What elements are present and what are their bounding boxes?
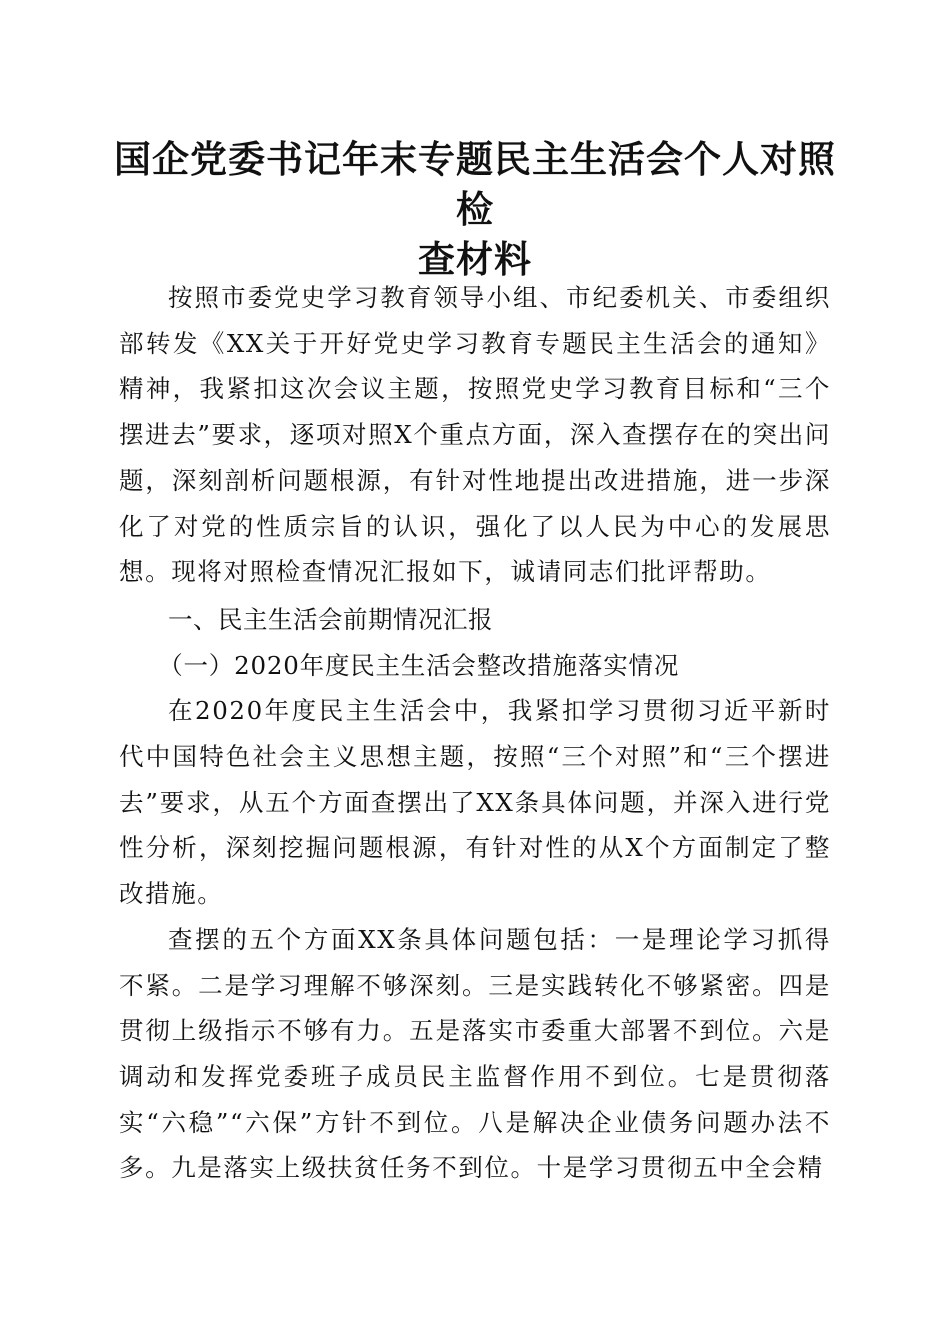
body-paragraph-2: 在2020年度民主生活会中，我紧扣学习贯彻习近平新时代中国特色社会主义思想主题，按照“三个对照”和“三个摆进去”要求，从五个方面查摆出了XX条具体问题，并深入进行党性分析，深刻挖掘问题根源，有针对性的从X个方面制定了整改措施。 (119, 696, 831, 909)
section-heading: 一、民主生活会前期情况汇报 (168, 604, 493, 634)
intro-paragraph: 按照市委党史学习教育领导小组、市纪委机关、市委组织部转发《XX关于开好党史学习教育专题民主生活会的通知》精神，我紧扣这次会议主题，按照党史学习教育目标和“三个摆进去”要求，逐项对照X个重点方面，深入查摆存在的突出问题，深刻剖析问题根源，有针对性地提出改进措施，进一步深化了对党的性质宗旨的认识，强化了以人民为中心的发展思想。现将对照检查情况汇报如下，诚请同志们批评帮助。 (119, 283, 831, 587)
document-body (119, 275, 831, 1191)
title-line-1: 国企党委书记年末专题民主生活会个人对照检 (114, 137, 836, 231)
document-title (100, 134, 850, 284)
body-paragraph-3: 查摆的五个方面XX条具体问题包括：一是理论学习抓得不紧。二是学习理解不够深刻。三是实践转化不够紧密。四是贯彻上级指示不够有力。五是落实市委重大部署不到位。六是调动和发挥党委班子成员民主监督作用不到位。七是贯彻落实“六稳”“六保”方针不到位。八是解决企业债务问题办法不多。九是落实上级扶贫任务不到位。十是学习贯彻五中全会精 (119, 924, 831, 1183)
subsection-heading: （一）2020年度民主生活会整改措施落实情况 (158, 650, 680, 680)
title-line-2: 查材料 (418, 237, 532, 281)
